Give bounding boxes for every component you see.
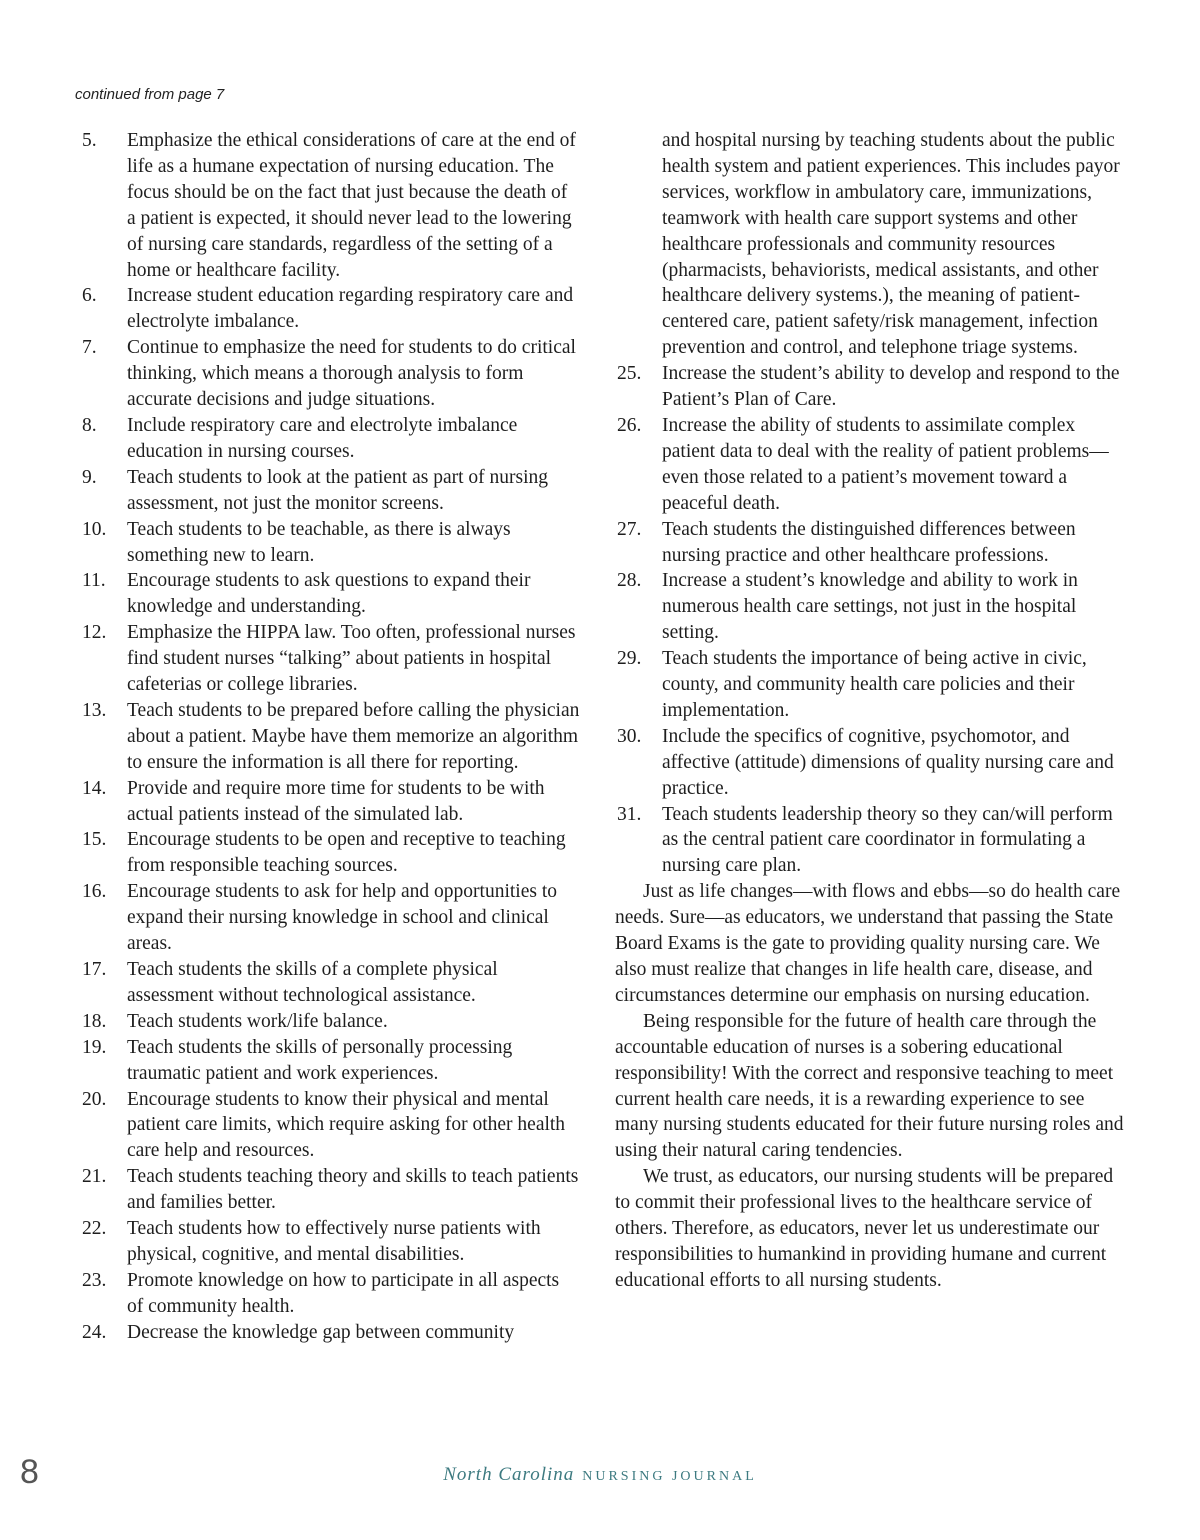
list-item [80,1035,580,1087]
item-number: 11. [82,570,106,592]
list-item [80,1320,580,1346]
continued-from-note: continued from page 7 [75,86,225,103]
left-column [80,128,580,1346]
item-text: Teach students the importance of being active in civic, county, and community health care policies and their implementation. [662,648,1087,721]
list-item [80,827,580,879]
list-item [80,465,580,517]
list-item [80,776,580,828]
journal-name-script: North Carolina [443,1464,575,1485]
item-number: 8. [82,414,97,436]
item-text: Teach students the distinguished differences between nursing practice and other healthcare professions. [662,518,1076,566]
item-text: Encourage students to ask questions to expand their knowledge and understanding. [127,570,531,618]
body-paragraph: Just as life changes—with flows and ebbs—so do health care needs. Sure—as educators, we understand that passing the State Board Exams is the gate to providing quality nursing care. We also must realize that changes in life health care, disease, and circumstances determine our emphasis on nursing education. [615,881,1121,1006]
item-text: Teach students the skills of a complete physical assessment without technological assistance. [127,959,498,1006]
item-text: Increase the student’s ability to develop and respond to the Patient’s Plan of Care. [662,363,1120,411]
item-text: Continue to emphasize the need for students to do critical thinking, which means a thorough analysis to form accurate decisions and judge situations. [127,337,576,411]
item-text: Teach students how to effectively nurse patients with physical, cognitive, and mental disabilities. [127,1218,541,1265]
item-text: Increase a student’s knowledge and ability to work in numerous health care settings, not just in the hospital setting. [662,570,1078,644]
list-item [80,698,580,776]
list-item [615,517,1127,569]
list-item [80,283,580,335]
item-text: Teach students work/life balance. [127,1010,388,1032]
item-number: 15. [82,829,107,851]
list-item [80,1164,580,1216]
list-item [80,128,580,283]
item-number: 21. [82,1166,107,1188]
item-text: Decrease the knowledge gap between community [127,1321,515,1343]
item-number: 31. [617,803,642,825]
item-number: 27. [617,518,642,540]
item-text: Encourage students to know their physical and mental patient care limits, which require asking for other health care help and resources. [127,1088,566,1162]
right-column [615,128,1127,1294]
item-text: Emphasize the ethical considerations of care at the end of life as a humane expectation of nursing education. The focus should be on the fact that just because the death of a patient is expected, it should never lead to the lowering of nursing care standards, regardless of the setting of a home or healthcare facility. [127,130,576,281]
item-number: 20. [82,1088,107,1110]
item-number: 24. [82,1321,107,1343]
item-number: 17. [82,959,107,980]
list-item [615,802,1127,880]
list-item [80,335,580,413]
item-text: Provide and require more time for students to be with actual patients instead of the simulated lab. [127,777,545,825]
list-item [80,1087,580,1165]
item-text: Encourage students to ask for help and opportunities to expand their nursing knowledge in school and clinical areas. [127,881,557,955]
list-item [80,1268,580,1320]
list-item [80,1216,580,1268]
item-number: 30. [617,725,642,747]
item-text: Promote knowledge on how to participate in all aspects of community health. [127,1269,560,1317]
item-number: 19. [82,1036,107,1058]
item-text: Teach students teaching theory and skills to teach patients and families better. [127,1166,579,1214]
item-number: 25. [617,363,642,385]
body-paragraph: Being responsible for the future of health care through the accountable education of nurses is a sobering educational responsibility! With the correct and responsive teaching to meet current health care needs, it is a rewarding experience to see many nursing students educated for their future nursing roles and using their natural caring tendencies. [615,1010,1124,1162]
list-item [615,724,1127,802]
item-text: Increase the ability of students to assimilate complex patient data to deal with the reality of patient problems—even those related to a patient’s movement toward a peaceful death. [662,414,1109,514]
item-number: 18. [82,1010,107,1032]
item-text: Teach students to be prepared before calling the physician about a patient. Maybe have them memorize an algorithm to ensure the information is all there for reporting. [127,699,580,773]
list-item [80,957,580,1009]
item-number: 10. [82,518,107,540]
body-paragraph: We trust, as educators, our nursing students will be prepared to commit their professional lives to the healthcare service of others. Therefore, as educators, never let us underestimate our responsibilities to humankind in providing humane and current educational efforts to all nursing students. [615,1166,1114,1291]
item-number: 5. [82,130,97,151]
item-number: 26. [617,414,642,436]
item-24-continuation: and hospital nursing by teaching students about the public health system and patient experiences. This includes payor services, workflow in ambulatory care, immunizations, teamwork with health care support systems and other healthcare professionals and community resources (pharmacists, behaviorists, medical assistants, and other healthcare delivery systems.), the meaning of patient-centered care, patient safety/risk management, infection prevention and control, and telephone triage systems. [662,130,1120,359]
item-number: 14. [82,777,107,799]
page-number: 8 [20,1453,39,1491]
list-item [80,413,580,465]
list-item [615,413,1127,517]
journal-masthead [0,1464,1200,1486]
item-number: 6. [82,285,97,307]
list-item [80,517,580,569]
recommendation-list-left [80,128,580,1346]
item-number: 29. [617,648,642,670]
recommendation-list-right [615,361,1127,879]
item-text: Teach students to be teachable, as there is always something new to learn. [127,518,511,566]
item-number: 7. [82,337,97,359]
list-item [615,568,1127,646]
item-text: Encourage students to be open and receptive to teaching from responsible teaching sources. [127,829,566,877]
item-number: 13. [82,699,107,721]
list-item [615,646,1127,724]
item-text: Teach students leadership theory so they can/will perform as the central patient care coordinator in formulating a nursing care plan. [662,803,1113,877]
item-number: 9. [82,466,97,488]
item-number: 23. [82,1269,107,1291]
item-number: 16. [82,881,107,903]
journal-name-caps: NURSING JOURNAL [582,1469,757,1484]
item-number: 12. [82,622,107,644]
list-item [80,620,580,698]
item-number: 22. [82,1218,107,1240]
item-number: 28. [617,570,642,592]
item-text: Increase student education regarding respiratory care and electrolyte imbalance. [127,285,574,333]
item-text: Include the specifics of cognitive, psychomotor, and affective (attitude) dimensions of quality nursing care and practice. [662,725,1114,799]
item-text: Emphasize the HIPPA law. Too often, professional nurses find student nurses “talking” about patients in hospital cafeterias or college libraries. [127,622,576,696]
list-item [615,361,1127,413]
item-text: Teach students to look at the patient as part of nursing assessment, not just the monitor screens. [127,466,549,514]
list-item [80,879,580,957]
item-text: Teach students the skills of personally processing traumatic patient and work experiences. [127,1036,513,1084]
list-item [80,1009,580,1035]
list-item [80,568,580,620]
item-text: Include respiratory care and electrolyte imbalance education in nursing courses. [127,414,518,462]
